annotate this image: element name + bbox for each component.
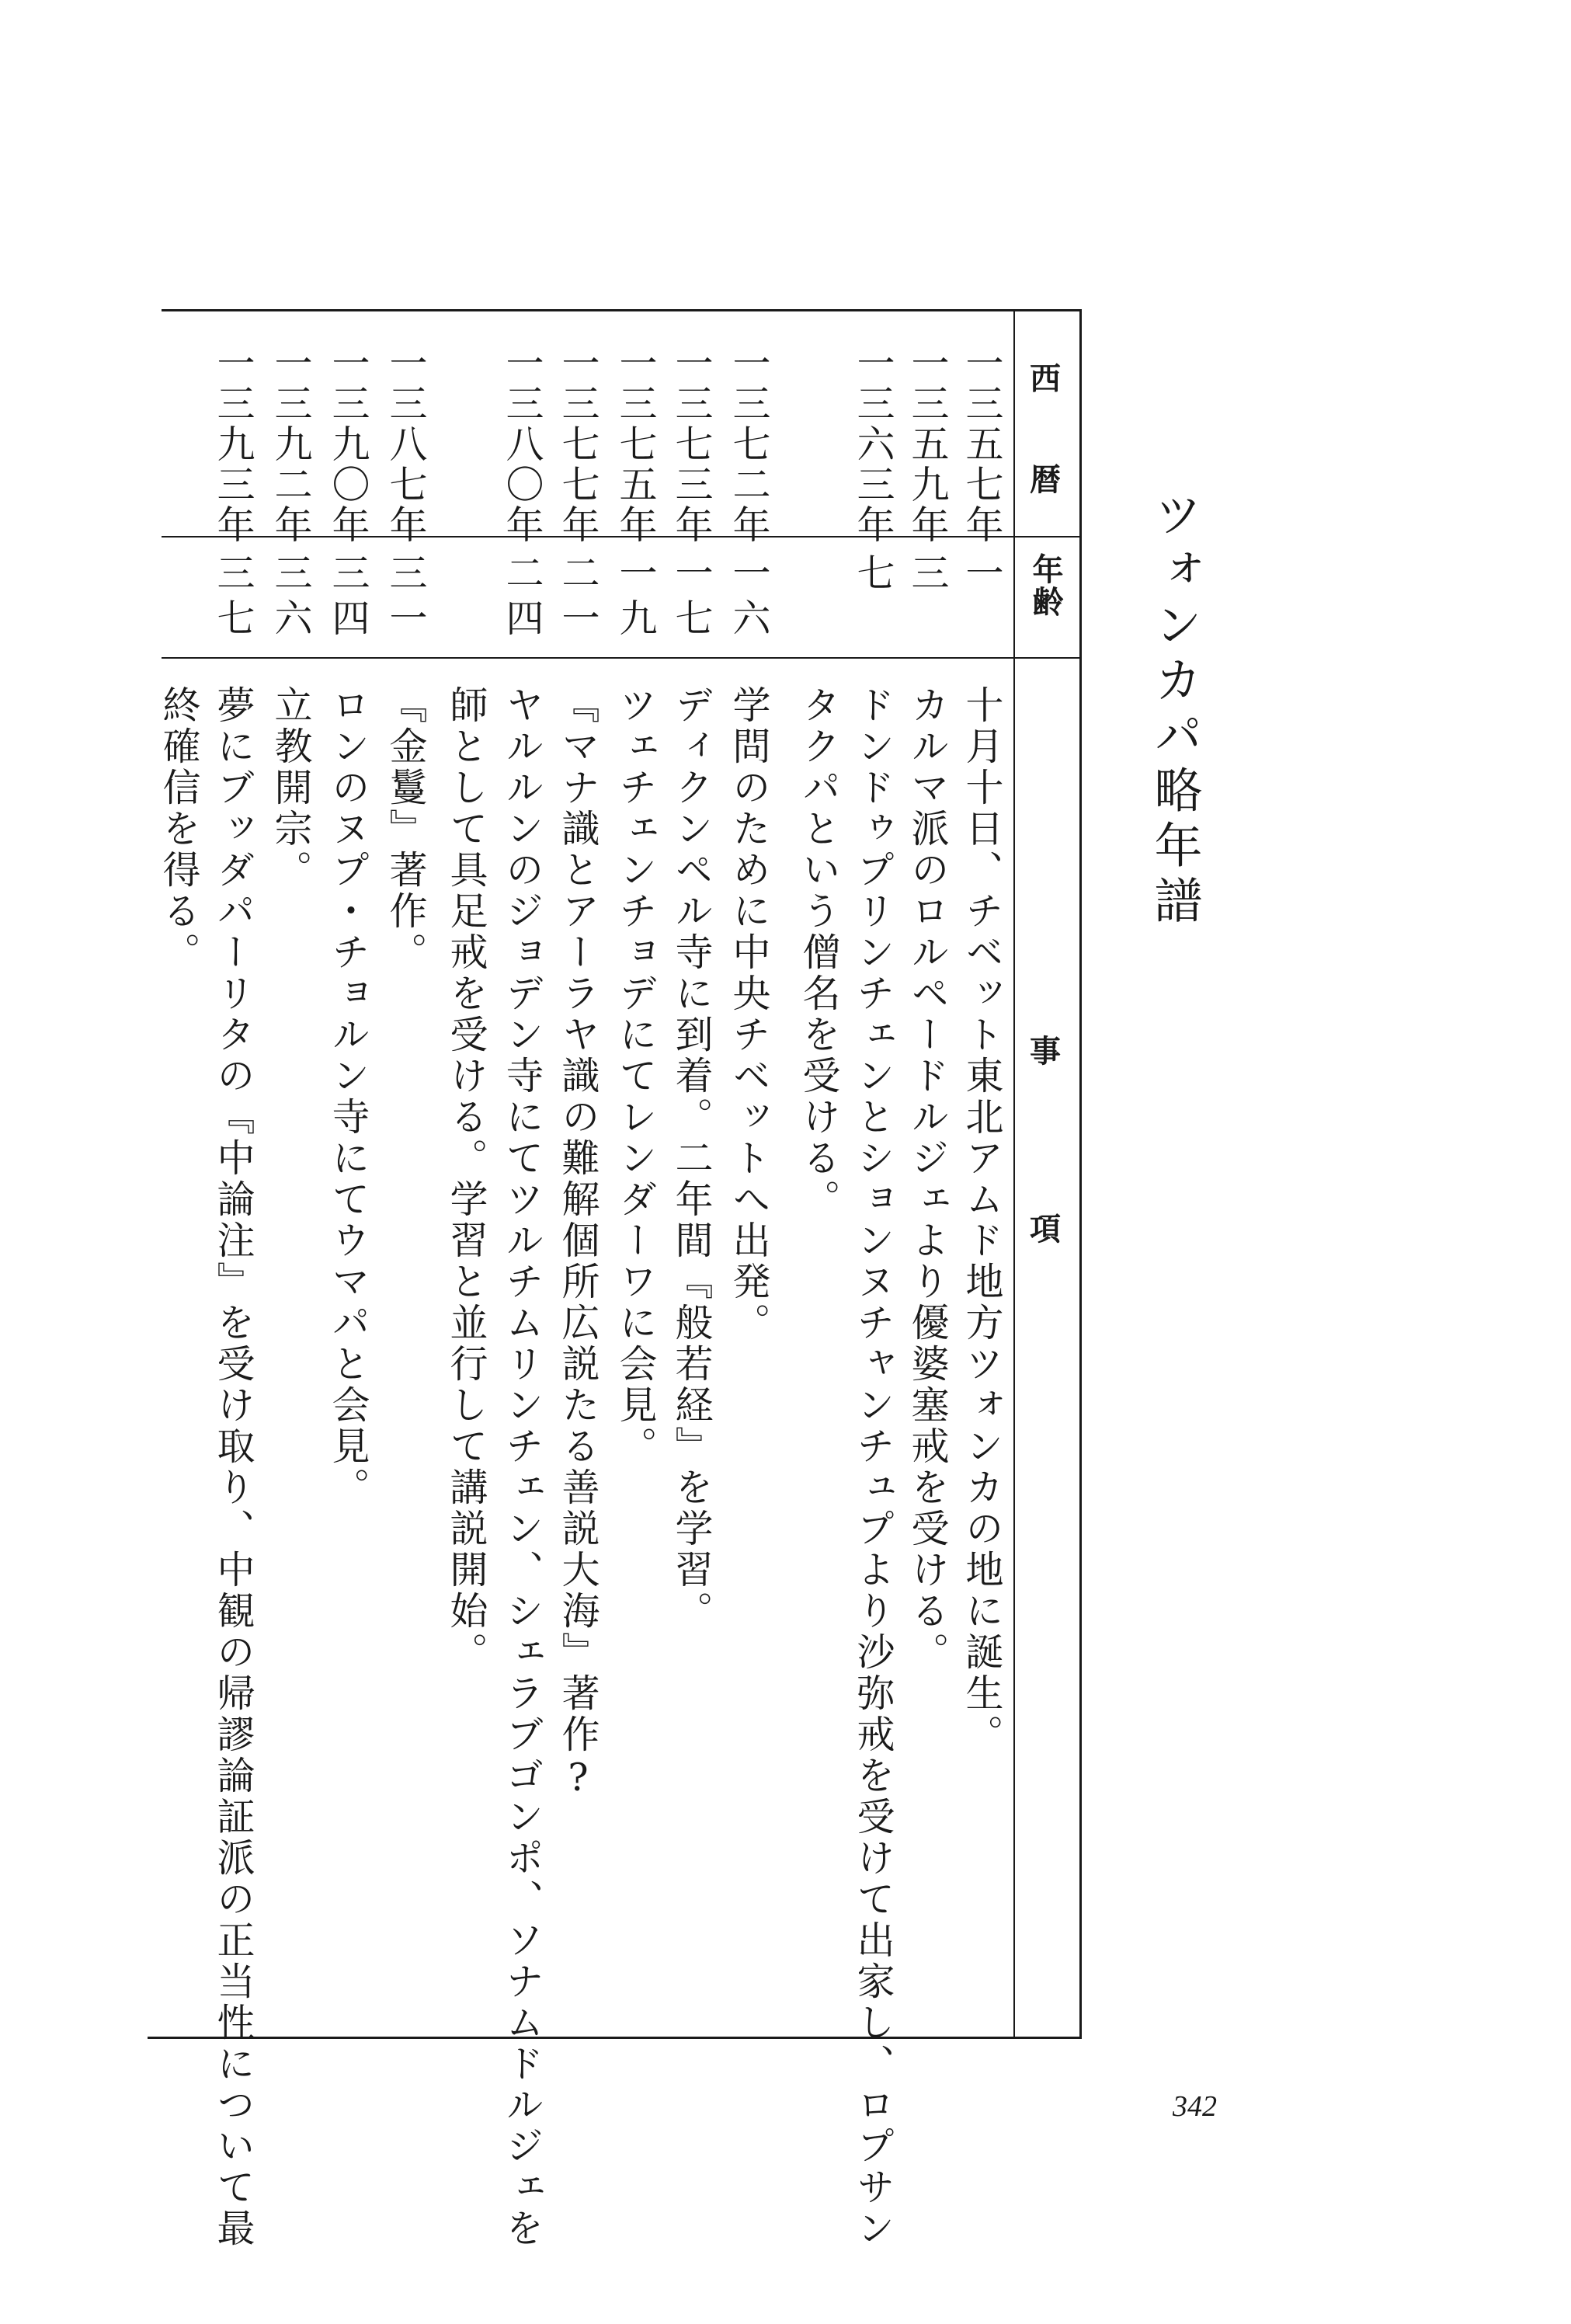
column-divider-age-event — [162, 657, 1082, 659]
event-cell: 師として具足戒を受ける。学習と並行して講説開始。 — [444, 685, 488, 1673]
table-rule-right — [1079, 309, 1082, 2039]
year-cell: 一三九二年 — [269, 343, 313, 545]
header-year-char-1: 西 — [1030, 361, 1061, 397]
header-year-char-2: 暦 — [1030, 462, 1061, 498]
age-cell: 一六 — [727, 553, 771, 643]
age-cell: 一七 — [669, 553, 714, 643]
year-cell: 一三六三年 — [851, 343, 895, 545]
event-cell: ドンドゥプリンチェンとションヌチャンチュプより沙弥戒を受けて出家し、ロプサン — [851, 685, 895, 2249]
age-cell: 三四 — [326, 553, 370, 643]
event-cell: ディクンペル寺に到着。二年間『般若経』を学習。 — [669, 685, 714, 1632]
event-cell: 『マナ識とアーラヤ識の難解個所広説たる善説大海』著作? — [556, 685, 600, 1803]
age-cell: 二四 — [500, 553, 544, 643]
age-cell: 七 — [851, 553, 895, 598]
page-number: 342 — [1173, 2090, 1217, 2123]
year-cell: 一三七三年 — [669, 343, 714, 545]
table-header-divider — [1013, 309, 1015, 2039]
event-cell: ツェチェンチョデにてレンダーワに会見。 — [613, 685, 658, 1467]
event-cell: ヤルルンのジョデン寺にてツルチムリンチェン、シェラブゴンポ、ソナムドルジェを — [500, 685, 544, 2249]
event-cell: タクパという僧名を受ける。 — [797, 685, 841, 1220]
year-cell: 一三五九年 — [905, 343, 950, 545]
event-cell: カルマ派のロルペードルジェより優婆塞戒を受ける。 — [905, 685, 950, 1673]
year-cell: 一三七五年 — [613, 343, 658, 545]
year-cell: 一三七七年 — [556, 343, 600, 545]
event-cell: 『金鬘』著作。 — [384, 685, 428, 973]
age-cell: 三六 — [269, 553, 313, 643]
age-cell: 三一 — [384, 553, 428, 643]
age-cell: 一九 — [613, 553, 658, 643]
table-rule-top — [162, 309, 1082, 311]
year-cell: 一三九三年 — [211, 343, 255, 545]
event-cell: 十月十日、チベット東北アムド地方ツォンカの地に誕生。 — [960, 685, 1004, 1755]
year-cell: 一三九〇年 — [326, 343, 370, 545]
header-event-char-1: 事 — [1030, 1034, 1061, 1070]
table-rule-bottom — [148, 2037, 1082, 2039]
age-cell: 三 — [905, 553, 950, 598]
year-cell: 一三七二年 — [727, 343, 771, 545]
page-title: ツォンカパ略年譜 — [1146, 489, 1203, 931]
year-cell: 一三八〇年 — [500, 343, 544, 545]
year-cell: 一三八七年 — [384, 343, 428, 545]
event-cell: 終確信を得る。 — [157, 685, 201, 973]
event-cell: 学問のために中央チベットへ出発。 — [727, 685, 771, 1344]
header-age: 年齢 — [1027, 553, 1063, 618]
event-cell: 立教開宗。 — [269, 685, 313, 891]
year-cell: 一三五七年 — [960, 343, 1004, 545]
age-cell: 三七 — [211, 553, 255, 643]
event-cell: ロンのヌプ・チョルン寺にてウマパと会見。 — [326, 685, 370, 1508]
header-event-char-2: 項 — [1030, 1212, 1061, 1247]
event-cell: 夢にブッダパーリタの『中論注』を受け取り、中観の帰謬論証派の正当性について最 — [211, 685, 255, 2249]
age-cell: 二一 — [556, 553, 600, 643]
age-cell: 一 — [960, 553, 1004, 598]
